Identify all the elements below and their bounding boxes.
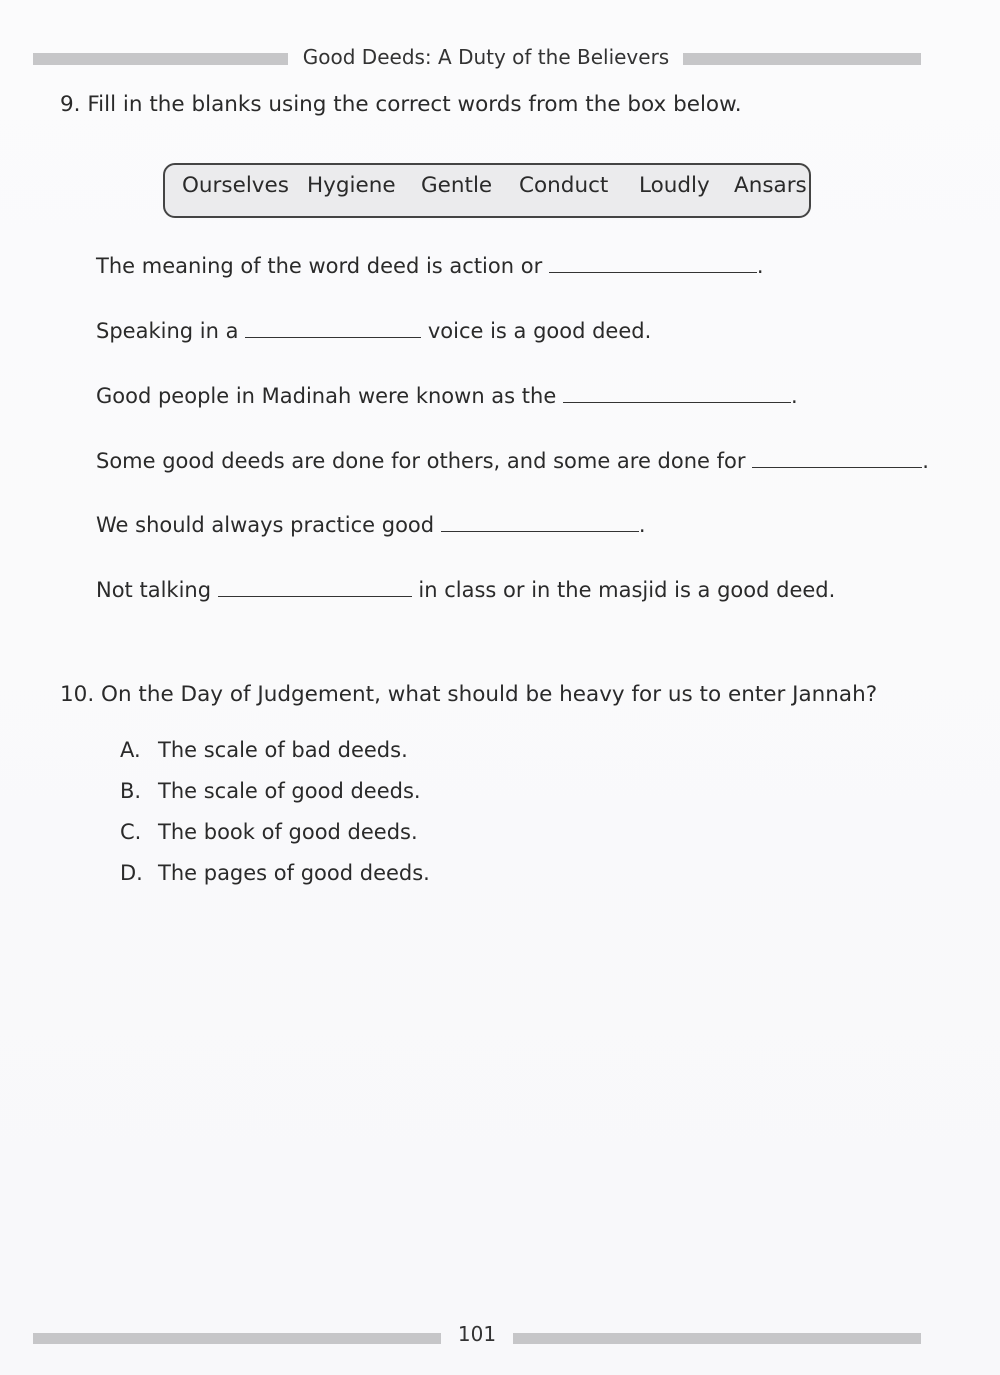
answer-option-b[interactable] <box>120 779 421 803</box>
fill-blank-sentence <box>96 513 646 537</box>
answer-option-c[interactable] <box>120 820 418 844</box>
option-text: The scale of bad deeds. <box>158 738 408 762</box>
answer-blank[interactable] <box>245 319 421 338</box>
sentence-text-before: Some good deeds are done for others, and some are done for <box>96 449 746 473</box>
header-bar-right <box>683 53 921 65</box>
answer-blank[interactable] <box>441 513 639 532</box>
word-bank-item: Ourselves <box>182 173 289 198</box>
sentence-text-after: . <box>790 384 798 408</box>
sentence-text-after: voice is a good deed. <box>427 319 652 343</box>
header-bar-left <box>33 53 288 65</box>
option-letter: C. <box>120 820 142 844</box>
answer-option-d[interactable] <box>120 861 430 885</box>
option-text: The pages of good deeds. <box>158 861 430 885</box>
word-bank-item: Gentle <box>421 173 493 198</box>
page-header-title: Good Deeds: A Duty of the Believers <box>302 45 670 69</box>
sentence-text-after: . <box>756 254 764 278</box>
option-letter: B. <box>120 779 142 803</box>
sentence-text-after: in class or in the masjid is a good deed. <box>418 578 836 602</box>
sentence-text-after: . <box>922 449 929 473</box>
fill-blank-sentence <box>96 319 651 343</box>
option-letter: D. <box>120 861 143 885</box>
fill-blank-sentence <box>96 578 835 602</box>
sentence-text-before: Not talking <box>96 578 212 602</box>
fill-blank-sentence <box>96 254 764 278</box>
word-bank-item: Hygiene <box>307 173 396 198</box>
word-bank-item: Loudly <box>639 173 710 198</box>
sentence-text-before: Good people in Madinah were known as the <box>96 384 557 408</box>
footer-bar-left <box>33 1333 441 1344</box>
page-number: 101 <box>457 1322 497 1346</box>
answer-blank[interactable] <box>563 384 791 403</box>
option-text: The book of good deeds. <box>158 820 418 844</box>
fill-blank-sentence <box>96 384 798 408</box>
footer-bar-right <box>513 1333 921 1344</box>
sentence-text-before: Speaking in a <box>96 319 239 343</box>
answer-blank[interactable] <box>752 449 922 468</box>
answer-blank[interactable] <box>218 578 412 597</box>
sentence-text-before: We should always practice good <box>96 513 435 537</box>
question-9-prompt: 9. Fill in the blanks using the correct words from the box below. <box>60 92 742 117</box>
answer-blank[interactable] <box>549 254 757 273</box>
word-bank-item: Ansars <box>734 173 807 198</box>
option-text: The scale of good deeds. <box>158 779 421 803</box>
sentence-text-after: . <box>638 513 646 537</box>
answer-option-a[interactable] <box>120 738 408 762</box>
sentence-text-before: The meaning of the word deed is action or <box>96 254 543 278</box>
word-bank-item: Conduct <box>519 173 609 198</box>
option-letter: A. <box>120 738 141 762</box>
question-10-prompt: 10. On the Day of Judgement, what should be heavy for us to enter Jannah? <box>60 682 878 707</box>
fill-blank-sentence <box>96 449 929 473</box>
